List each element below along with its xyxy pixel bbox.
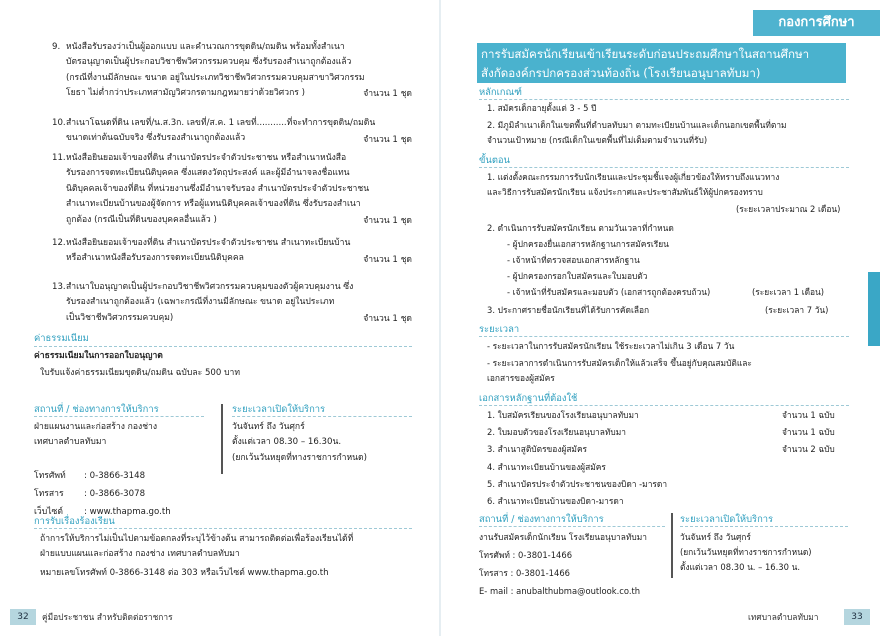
doc-item: 6. สำเนาทะเบียนบ้านของบิดา-มารดา — [487, 496, 624, 506]
step-subitem: - เจ้าหน้าที่รับสมัครและมอบตัว (เอกสารถูกต้องครบถ้วน) — [507, 287, 711, 297]
step-subitem: - ผู้ปกครองยื่นเอกสารหลักฐานการสมัครเรียน — [507, 239, 669, 249]
list-item: 13. สำเนาใบอนุญาตเป็นผู้ประกอบวิชาชีพวิศวกรรมควบคุมของตัวผู้ควบคุมงาน ซึ่ง รับรองสำเนาถูกต้องแล้ว (เฉพาะกรณีที่งานมีลักษณะ ขนาด อยู่ในประเภท เป็นวิชาชีพวิศวกรรมควบคุม) จำนวน 1 ชุด — [52, 282, 412, 324]
book-spine — [439, 0, 441, 636]
footer-text: คู่มือประชาชน สำหรับติดต่อราชการ — [42, 612, 173, 622]
step-time: (ระยะเวลาประมาณ 2 เดือน) — [736, 204, 841, 214]
doc-item: 1. ใบสมัครเรียนของโรงเรียนอนุบาลทับมา — [487, 410, 639, 420]
fee-section-title: ค่าธรรมเนียม — [34, 333, 89, 344]
duration-item: - ระยะเวลาในการรับสมัครนักเรียน ใช้ระยะเวลาไม่เกิน 3 เดือน 7 วัน — [487, 341, 735, 351]
steps-section-title: ขั้นตอน — [479, 155, 510, 166]
criteria-item: 2. มีภูมิลำเนาเด็กในเขตพื้นที่ตำบลทับมา ตามทะเบียนบ้านและเด็กนอกเขตพื้นที่ตาม จำนวนเป้าหมาย (กรณีเด็กในเขตพื้นที่ไม่เต็มตามจำนวนที่รับ) — [487, 120, 787, 145]
step-item: 2. ดำเนินการรับสมัครนักเรียน ตามวันเวลาที่กำหนด — [487, 223, 674, 233]
place-text: ฝ่ายแผนงานและก่อสร้าง กองช่าง เทศบาลตำบลทับมา — [34, 422, 158, 448]
doc-item: 3. สำเนาสูติบัตรของผู้สมัคร — [487, 444, 588, 454]
list-item: 9. หนังสือรับรองว่าเป็นผู้ออกแบบ และคำนวณการขุดดิน/ถมดิน พร้อมทั้งสำเนา บัตรอนุญาตเป็นผู้ประกอบวิชาชีพวิศวกรรมควบคุม ซึ่งรับรองสำเนาถูกต้องแล้ว (กรณีที่งานมีลักษณะ ขนาด อยู่ในประเภทวิชาชีพวิศวกรรมควบคุมสาขาวิศวกรรม โยธา ไม่ต่ำกว่าประเภทสามัญวิศวกรตามกฎหมายว่าด้วยวิศวกร ) จำนวน 1 ชุด — [52, 42, 412, 99]
criteria-section-title: หลักเกณฑ์ — [479, 87, 522, 98]
doc-item: 5. สำเนาบัตรประจำตัวประชาชนของบิดา -มารดา — [487, 479, 668, 489]
page-number: 32 — [10, 609, 36, 625]
place-text: งานรับสมัครเด็กนักเรียน โรงเรียนอนุบาลทับมา — [479, 532, 647, 542]
complaint-text: ถ้าการให้บริการไม่เป็นไปตามข้อตกลงที่ระบุไว้ข้างต้น สามารถติดต่อเพื่อร้องเรียนได้ที่ ฝ่ายแบบแผนและก่อสร้าง กองช่าง เทศบาลตำบลทับมา — [40, 534, 354, 560]
doc-qty: จำนวน 1 ฉบับ — [782, 427, 835, 437]
time-text: วันจันทร์ ถึง วันศุกร์ ตั้งแต่เวลา 08.30 – 16.30น. (ยกเว้นวันหยุดที่ทางราชการกำหนด) — [232, 422, 367, 463]
complaint-section-title: การรับเรื่องร้องเรียน — [34, 516, 115, 527]
list-item: 11. หนังสือยินยอมเจ้าของที่ดิน สำเนาบัตรประจำตัวประชาชน หรือสำเนาหนังสือ รับรองการจดทะเบียนนิติบุคคล ซึ่งแสดงวัตถุประสงค์ และผู้มีอำนาจลงชื่อแทน นิติบุคคลเจ้าของที่ดิน ที่หน่วยงานซึ่งมีอำนาจรับรอง สำเนาบัตรประจำตัวประชาชน สำเนาทะเบียนบ้านของผู้จัดการ หรือผู้แทนนิติบุคคลเจ้าของที่ดิน ซึ่งรับรองสำเนา ถูกต้อง (กรณีเป็นที่ดินของบุคคลอื่นแล้ว ) จำนวน 1 ชุด — [52, 153, 412, 226]
time-section-title: ระยะเวลาเปิดให้บริการ — [680, 514, 774, 525]
contact-phone: โทรศัพท์ : 0-3866-3148 — [34, 471, 146, 482]
time-section-title: ระยะเวลาเปิดให้บริการ — [232, 404, 326, 415]
step-item: 1. แต่งตั้งคณะกรรมการรับนักเรียนและประชุมชี้แจงผู้เกี่ยวข้องให้ทราบถึงแนวทาง และวิธีการรับสมัครนักเรียน แจ้งประกาศและประชาสัมพันธ์ให้ผู้ปกครองทราบ — [487, 172, 780, 197]
step-time: (ระยะเวลา 1 เดือน) — [752, 287, 825, 297]
divider — [479, 167, 849, 168]
contact-email[interactable]: E- mail : anubalthubma@outlook.co.th — [479, 586, 641, 596]
docs-section-title: เอกสารหลักฐานที่ต้องใช้ — [479, 393, 578, 404]
step-subitem: - เจ้าหน้าที่ตรวจสอบเอกสารหลักฐาน — [507, 255, 640, 265]
divider — [34, 346, 412, 347]
doc-item: 2. ใบมอบตัวของโรงเรียนอนุบาลทับมา — [487, 427, 626, 437]
footer-text: เทศบาลตำบลทับมา — [748, 612, 819, 622]
divider-vertical — [221, 404, 223, 474]
contact-fax: โทรสาร : 0-3801-1466 — [479, 568, 570, 578]
side-tab — [868, 272, 880, 346]
fee-text: ใบรับแจ้งค่าธรรมเนียมขุดดิน/ถมดิน ฉบับละ 500 บาท — [40, 368, 241, 378]
page-title-banner: การรับสมัครนักเรียนเข้าเรียนระดับก่อนประถมศึกษาในสถานศึกษา สังกัดองค์กรปกครองส่วนท้องถิ่น (โรงเรียนอนุบาลทับมา) — [477, 43, 846, 83]
divider — [479, 526, 665, 527]
divider-vertical — [671, 513, 673, 578]
contact-phone: โทรศัพท์ : 0-3801-1466 — [479, 550, 573, 560]
doc-qty: จำนวน 1 ฉบับ — [782, 410, 835, 420]
left-footer — [0, 609, 440, 625]
page-number: 33 — [844, 609, 870, 625]
divider — [479, 99, 849, 100]
doc-qty: จำนวน 2 ฉบับ — [782, 444, 835, 454]
department-tag: กองการศึกษา — [753, 10, 880, 36]
list-item: 10. สำเนาโฉนดที่ดิน เลขที่/น.ส.3ก. เลขที่/ส.ค. 1 เลขที่...........ที่จะทำการขุดดิน/ถมดิน ขนาดเท่าต้นฉบับจริง ซึ่งรับรองสำเนาถูกต้องแล้ว จำนวน 1 ชุด — [52, 118, 412, 145]
step-subitem: - ผู้ปกครองกรอกใบสมัครและใบมอบตัว — [507, 271, 648, 281]
contact-fax: โทรสาร : 0-3866-3078 — [34, 489, 146, 500]
fee-title: ค่าธรรมเนียมในการออกใบอนุญาต — [34, 351, 163, 361]
divider — [479, 405, 849, 406]
place-section-title: สถานที่ / ช่องทางการให้บริการ — [479, 514, 604, 525]
divider — [232, 416, 412, 417]
step-item: 3. ประกาศรายชื่อนักเรียนที่ได้รับการคัดเลือก — [487, 305, 650, 315]
divider — [680, 526, 848, 527]
step-time: (ระยะเวลา 7 วัน) — [765, 305, 829, 315]
doc-item: 4. สำเนาทะเบียนบ้านของผู้สมัคร — [487, 462, 606, 472]
time-text: วันจันทร์ ถึง วันศุกร์ (ยกเว้นวันหยุดที่ทางราชการกำหนด) ตั้งแต่เวลา 08.30 น. – 16.30 น. — [680, 532, 812, 572]
duration-section-title: ระยะเวลา — [479, 324, 520, 335]
contact-website[interactable]: เว็บไซต์ : www.thapma.go.th — [34, 507, 171, 518]
divider — [34, 416, 204, 417]
divider — [34, 528, 412, 529]
list-item: 12. หนังสือยินยอมเจ้าของที่ดิน สำเนาบัตรประจำตัวประชาชน สำเนาทะเบียนบ้าน หรือสำเนาหนังสือรับรองการจดทะเบียนนิติบุคคล จำนวน 1 ชุด — [52, 238, 412, 265]
complaint-contact: หมายเลขโทรศัพท์ 0-3866-3148 ต่อ 303 หรือเว็บไซต์ www.thapma.go.th — [40, 568, 329, 578]
duration-item: - ระยะเวลาการดำเนินการรับสมัครเด็กให้แล้วเสร็จ ขึ้นอยู่กับคุณสมบัติและ เอกสารของผู้สมัคร — [487, 358, 752, 383]
place-section-title: สถานที่ / ช่องทางการให้บริการ — [34, 404, 159, 415]
divider — [479, 336, 849, 337]
right-footer — [440, 609, 880, 625]
criteria-item: 1. สมัครเด็กอายุตั้งแต่ 3 - 5 ปี — [487, 103, 597, 113]
